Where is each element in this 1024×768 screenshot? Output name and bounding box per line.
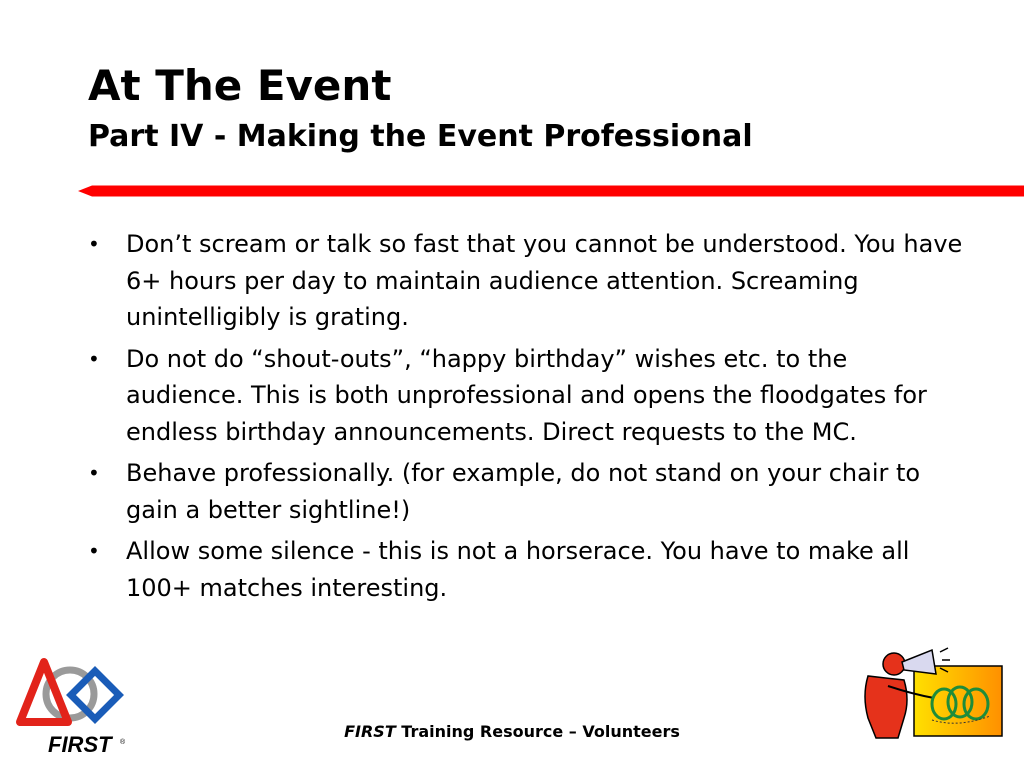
red-divider — [78, 184, 1024, 198]
bullet-icon: • — [88, 461, 100, 485]
bullet-text: Do not do “shout-outs”, “happy birthday” wishes etc. to the audience. This is both unprofessional and opens the floodgates for endless birthday announcements. Direct requests to the MC. — [126, 344, 927, 446]
slide-subtitle: Part IV - Making the Event Professional — [88, 119, 753, 154]
bullet-icon: • — [88, 539, 100, 563]
bullet-text: Behave professionally. (for example, do not stand on your chair to gain a better sightline!) — [126, 459, 921, 524]
footer-text: Training Resource – Volunteers — [395, 722, 680, 741]
first-logo-icon — [14, 656, 138, 760]
bullet-text: Don’t scream or talk so fast that you cannot be understood. You have 6+ hours per day to maintain audience attention. Screaming unintelligibly is grating. — [126, 230, 963, 331]
logo-wordmark: FIRST — [48, 732, 112, 757]
list-item — [86, 455, 966, 528]
bullet-icon: • — [88, 232, 100, 256]
slide-title: At The Event — [88, 61, 392, 110]
megaphone-person-clipart — [858, 646, 1008, 746]
footer-brand: FIRST — [344, 722, 396, 741]
bullet-text: Allow some silence - this is not a horserace. You have to make all 100+ matches interesting. — [126, 537, 910, 602]
list-item — [86, 533, 966, 606]
list-item — [86, 341, 966, 451]
bullet-icon: • — [88, 346, 100, 371]
bullet-list — [86, 226, 966, 611]
list-item — [86, 226, 966, 336]
svg-text:®: ® — [120, 739, 126, 746]
